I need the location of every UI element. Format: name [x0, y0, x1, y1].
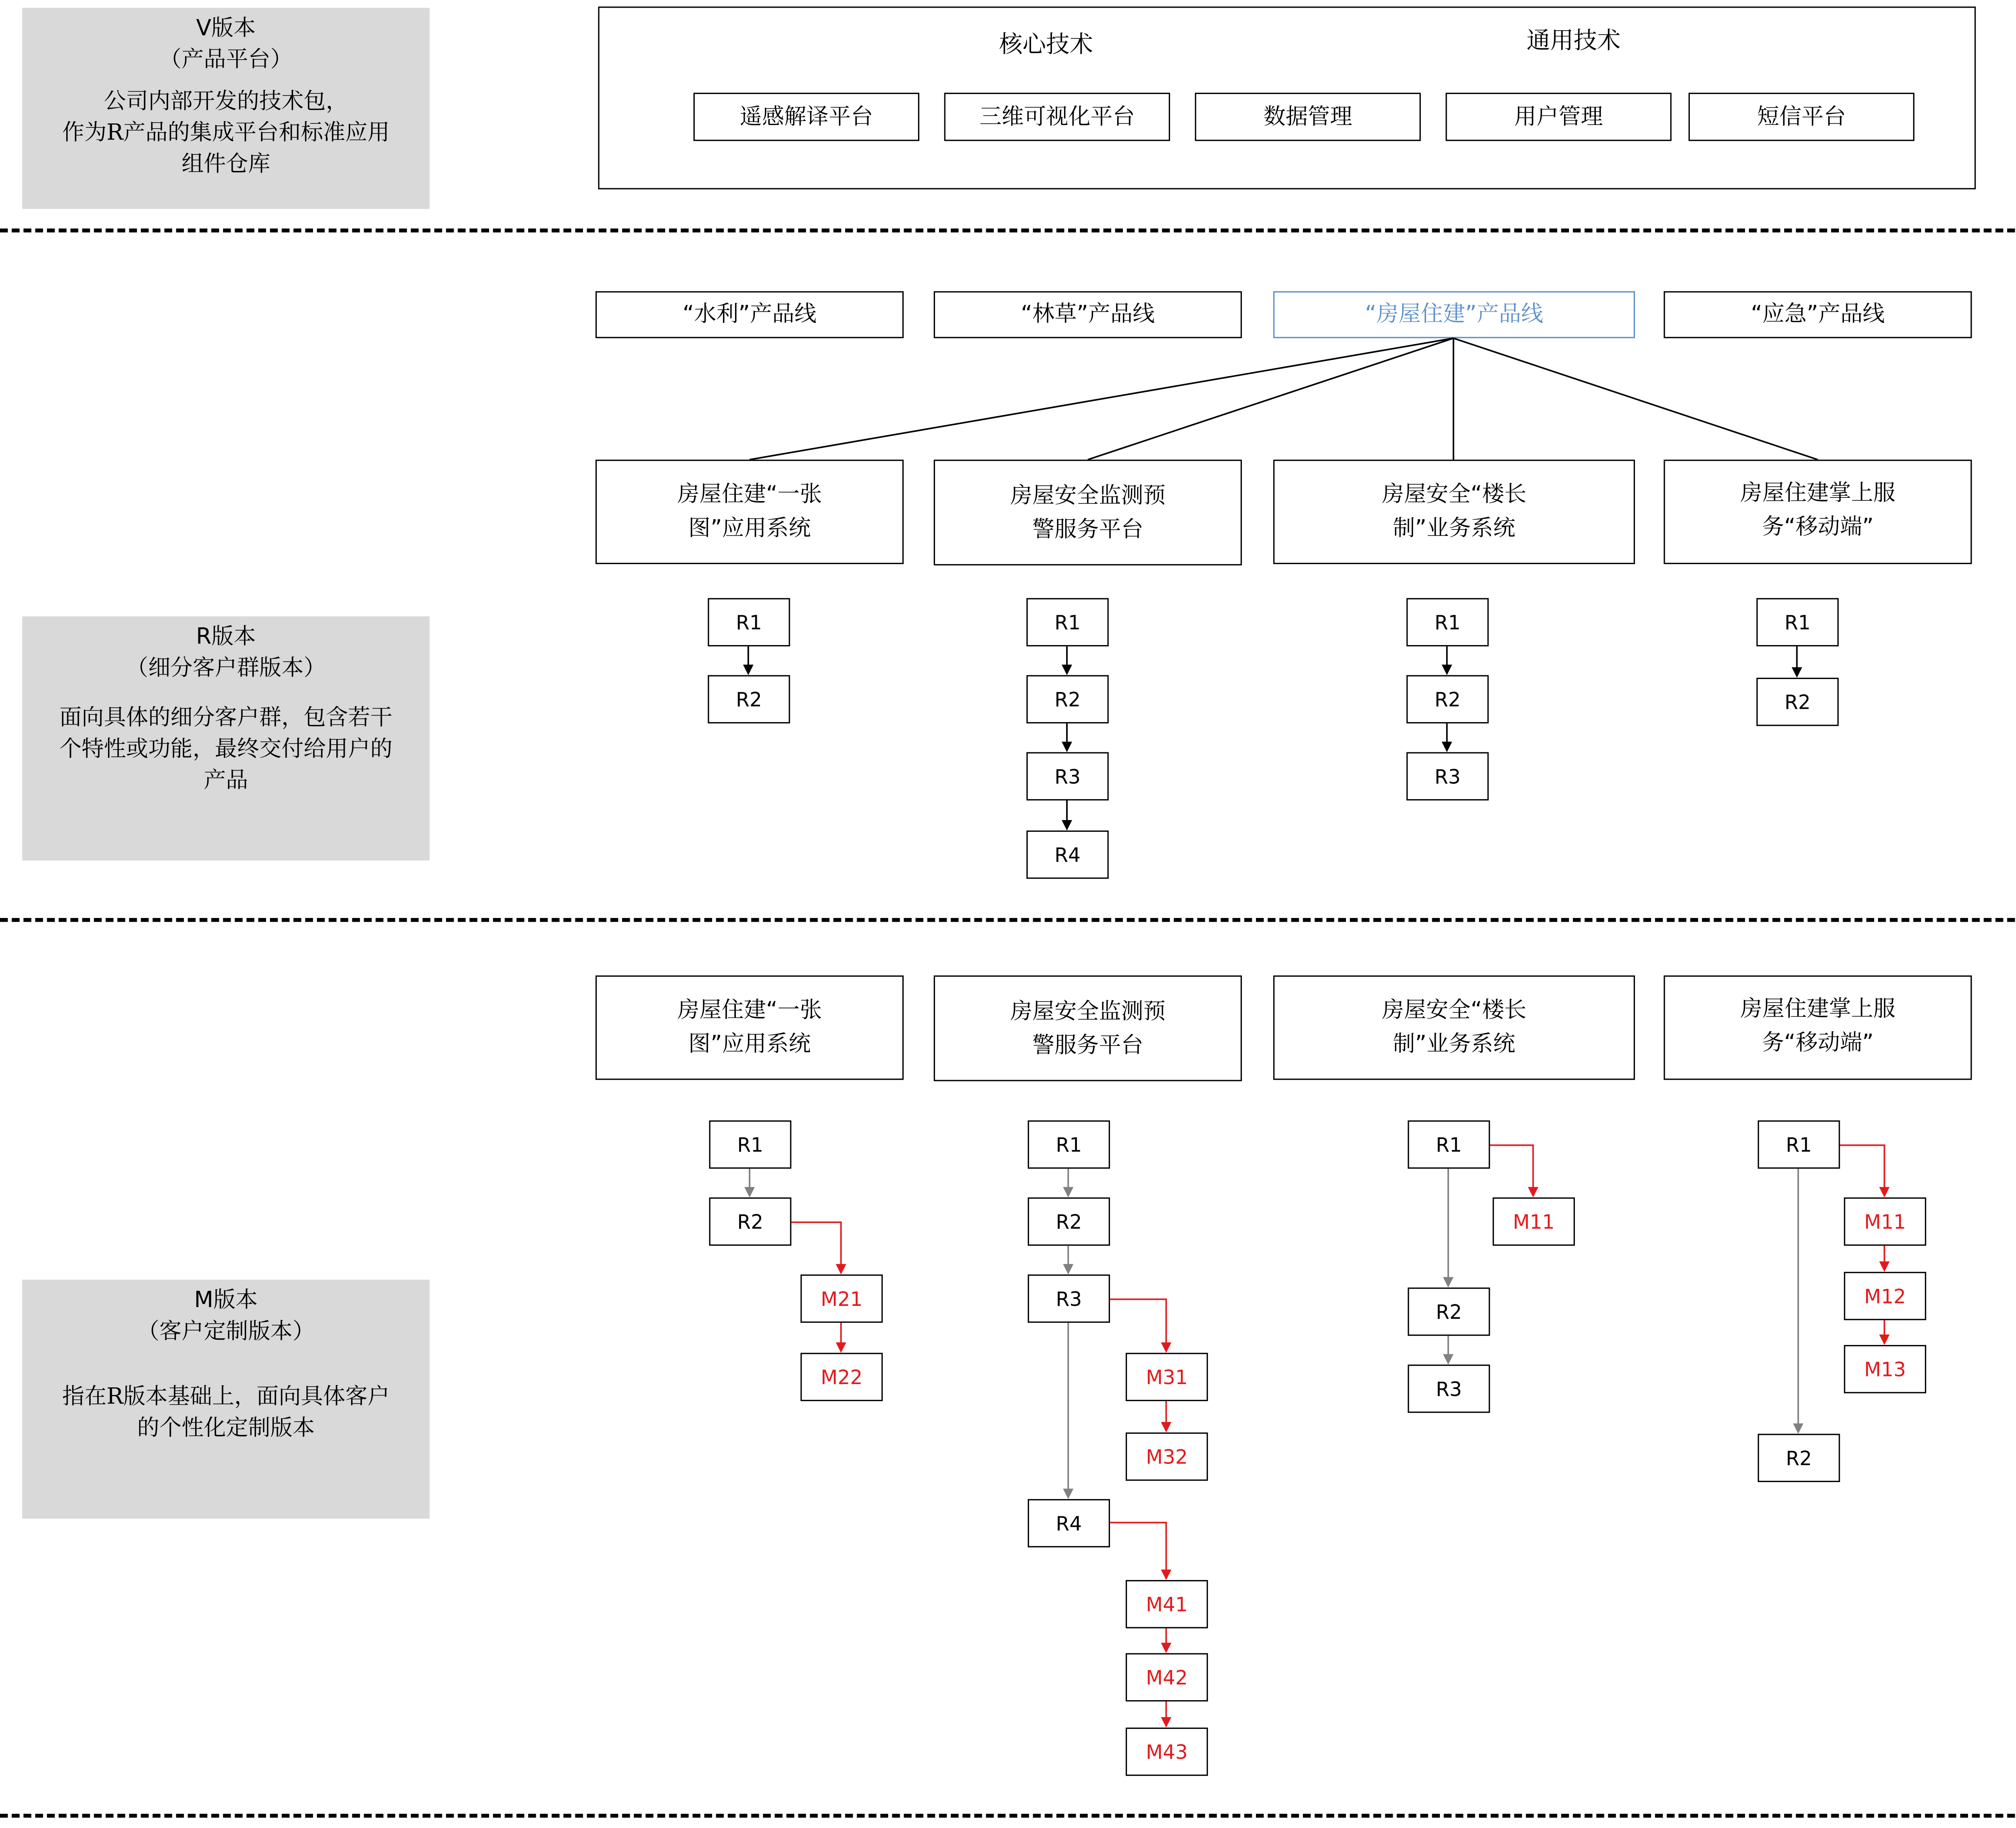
r-col4-version[interactable]: R2 [1756, 678, 1839, 726]
product-line-housing[interactable]: “房屋住建”产品线 [1273, 291, 1635, 338]
section-divider [0, 229, 2016, 233]
module-sms-platform[interactable]: 短信平台 [1689, 93, 1914, 141]
m-version-panel [22, 1280, 430, 1519]
m-col2-r-version[interactable]: R1 [1028, 1120, 1110, 1169]
m-col2-custom-version[interactable]: M31 [1126, 1353, 1208, 1401]
m-col3-r-version[interactable]: R1 [1408, 1120, 1490, 1169]
m-system-monitoring[interactable]: 房屋安全监测预 警服务平台 [934, 975, 1242, 1081]
m-col2-custom-version[interactable]: M43 [1126, 1728, 1208, 1776]
m-col4-custom-version[interactable]: M11 [1844, 1197, 1926, 1246]
v-version-description: 公司内部开发的技术包， 作为R产品的集成平台和标准应用 组件仓库 [62, 89, 390, 178]
module-data-management[interactable]: 数据管理 [1195, 93, 1421, 141]
section-divider [0, 918, 2016, 922]
m-col4-custom-version[interactable]: M13 [1844, 1345, 1926, 1393]
m-col1-r-version[interactable]: R2 [709, 1197, 791, 1246]
r-version-panel [22, 616, 430, 861]
module-user-management[interactable]: 用户管理 [1445, 93, 1671, 141]
m-col3-r-version[interactable]: R3 [1408, 1365, 1490, 1413]
m-col1-r-version[interactable]: R1 [709, 1120, 791, 1169]
m-system-mobile[interactable]: 房屋住建掌上服 务“移动端” [1664, 975, 1972, 1080]
common-tech-label: 通用技术 [1527, 27, 1621, 55]
r-col3-version[interactable]: R1 [1406, 598, 1489, 646]
r-system-building-manager[interactable]: 房屋安全“楼长 制”业务系统 [1273, 460, 1635, 564]
m-col3-r-version[interactable]: R2 [1408, 1287, 1490, 1336]
r-col1-version[interactable]: R2 [708, 675, 790, 723]
m-version-subtitle: （客户定制版本） [137, 1319, 315, 1345]
product-line-emergency[interactable]: “应急”产品线 [1664, 291, 1972, 338]
r-col2-version[interactable]: R2 [1027, 675, 1109, 723]
r-version-title: R版本 [196, 624, 256, 650]
m-col2-r-version[interactable]: R3 [1028, 1274, 1110, 1323]
r-col1-version[interactable]: R1 [708, 598, 790, 646]
r-col3-version[interactable]: R3 [1406, 752, 1489, 801]
product-line-forestry[interactable]: “林草”产品线 [934, 291, 1242, 338]
m-col2-custom-version[interactable]: M32 [1126, 1432, 1208, 1481]
m-version-title: M版本 [194, 1287, 258, 1314]
m-system-one-map[interactable]: 房屋住建“一张 图”应用系统 [596, 975, 904, 1080]
m-system-building-manager[interactable]: 房屋安全“楼长 制”业务系统 [1273, 975, 1635, 1080]
product-line-water[interactable]: “水利”产品线 [596, 291, 904, 338]
r-version-subtitle: （细分客户群版本） [126, 655, 326, 682]
r-system-mobile[interactable]: 房屋住建掌上服 务“移动端” [1664, 460, 1972, 564]
core-tech-label: 核心技术 [999, 31, 1093, 59]
m-version-description: 指在R版本基础上，面向具体客户 的个性化定制版本 [62, 1384, 390, 1442]
m-col4-custom-version[interactable]: M12 [1844, 1272, 1926, 1320]
v-version-subtitle: （产品平台） [159, 47, 293, 73]
m-col4-r-version[interactable]: R1 [1758, 1120, 1840, 1169]
r-version-description: 面向具体的细分客户群，包含若干 个特性或功能，最终交付给用户的 产品 [59, 705, 393, 794]
r-system-monitoring[interactable]: 房屋安全监测预 警服务平台 [934, 460, 1242, 565]
m-col3-custom-version[interactable]: M11 [1493, 1197, 1575, 1246]
r-col3-version[interactable]: R2 [1406, 675, 1489, 723]
m-col1-custom-version[interactable]: M22 [800, 1353, 883, 1401]
r-system-one-map[interactable]: 房屋住建“一张 图”应用系统 [596, 460, 904, 564]
v-version-title: V版本 [196, 15, 256, 42]
m-col2-r-version[interactable]: R2 [1028, 1197, 1110, 1246]
m-col2-r-version[interactable]: R4 [1028, 1499, 1110, 1547]
m-col4-r-version[interactable]: R2 [1758, 1434, 1840, 1482]
m-col2-custom-version[interactable]: M41 [1126, 1580, 1208, 1628]
module-3d-visualization[interactable]: 三维可视化平台 [944, 93, 1170, 141]
v-version-panel [22, 8, 430, 209]
r-col4-version[interactable]: R1 [1756, 598, 1839, 646]
m-col2-custom-version[interactable]: M42 [1126, 1653, 1208, 1701]
module-remote-sensing[interactable]: 遥感解译平台 [694, 93, 919, 141]
r-col2-version[interactable]: R4 [1027, 831, 1109, 879]
r-col2-version[interactable]: R3 [1027, 752, 1109, 801]
m-col1-custom-version[interactable]: M21 [800, 1274, 883, 1323]
r-col2-version[interactable]: R1 [1027, 598, 1109, 646]
